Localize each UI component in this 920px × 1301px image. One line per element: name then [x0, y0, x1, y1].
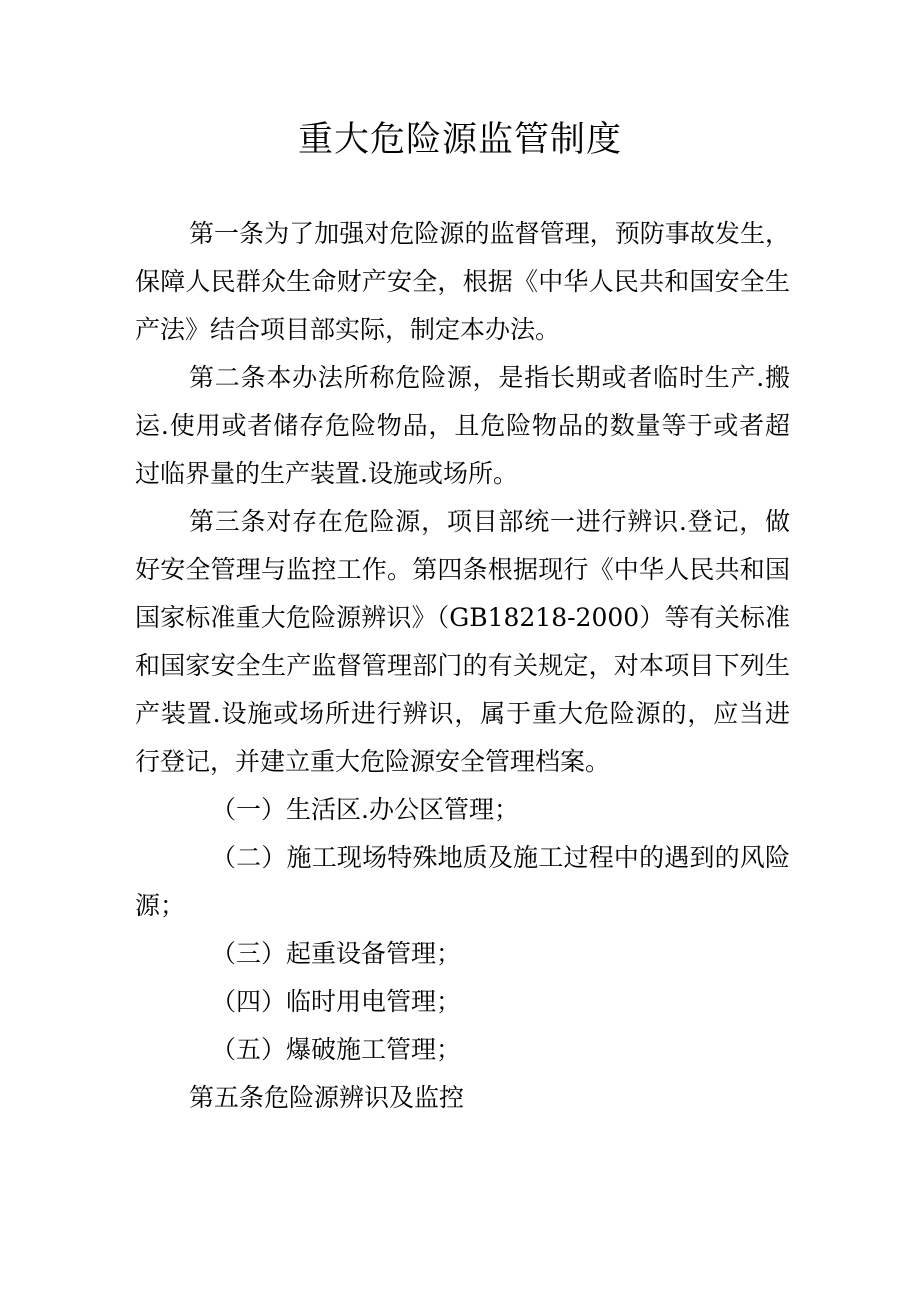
- list-item: （二）施工现场特殊地质及施工过程中的遇到的风险源；: [135, 843, 790, 920]
- article-3-4-paragraph: 第三条对存在危险源，项目部统一进行辨识.登记，做好安全管理与监控工作。第四条根据现行《中华人民共和国国家标准重大危险源辨识》（GB18218-2000）等有关标准和国家安全生产监督管理部门的有关规定，对本项目下列生产装置.设施或场所进行辨识，属于重大危险源的，应当进行登记，并建立重大危险源安全管理档案。: [135, 507, 790, 776]
- article-1-paragraph: 第一条为了加强对危险源的监督管理，预防事故发生，保障人民群众生命财产安全，根据《中华人民共和国安全生产法》结合项目部实际，制定本办法。: [135, 219, 790, 344]
- document-body: [135, 210, 790, 1122]
- document-title: 重大危险源监管制度: [297, 120, 622, 160]
- list-item: （五）爆破施工管理；: [211, 1035, 462, 1064]
- list-item: （四）临时用电管理；: [211, 987, 462, 1016]
- list-item: （三）起重设备管理；: [211, 939, 462, 968]
- list-item: （一）生活区.办公区管理；: [211, 795, 519, 824]
- article-5-heading: 第五条危险源辨识及监控: [189, 1083, 465, 1112]
- article-2-paragraph: 第二条本办法所称危险源，是指长期或者临时生产.搬运.使用或者储存危险物品，且危险物品的数量等于或者超过临界量的生产装置.设施或场所。: [135, 363, 790, 488]
